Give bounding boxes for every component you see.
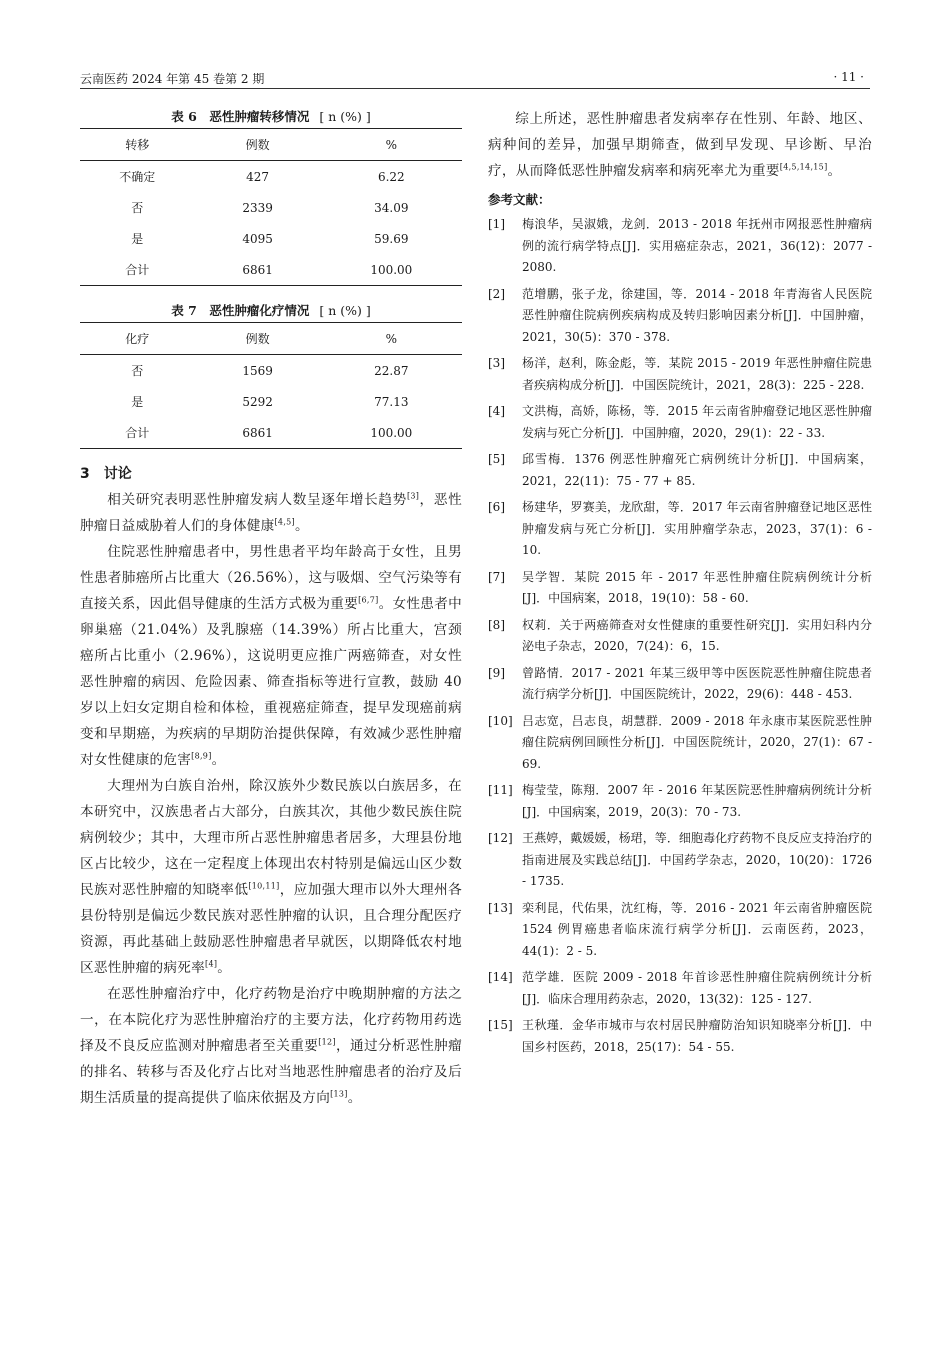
- conclusion-paragraph: [488, 106, 872, 184]
- table6-unit: [ n (%) ]: [319, 109, 371, 124]
- citation: [4]: [205, 959, 218, 969]
- reference-number: [15]: [488, 1018, 513, 1032]
- citation: [12]: [318, 1037, 336, 1047]
- paragraph-text: ，通过分析恶性肿瘤的排名、转移与否及化疗占比对当地恶性肿瘤患者的治疗及后期生活质量的提高提供了临床依据及方向: [80, 1038, 462, 1106]
- paragraph-text: 综上所述，恶性肿瘤患者发病率存在性别、年龄、地区、病种间的差异，加强早期筛查，做到早发现、早诊断、早治疗，从而降低恶性肿瘤发病率和病死率尤为重要: [488, 111, 872, 179]
- reference-item: [488, 449, 872, 492]
- table-cell: 4095: [242, 231, 273, 246]
- reference-number: [4]: [488, 404, 505, 418]
- citation: [10,11]: [248, 881, 280, 891]
- table-cell: 否: [131, 201, 144, 215]
- section-heading: 3 讨论: [80, 466, 132, 482]
- table-cell: 22.87: [374, 363, 409, 378]
- table7-caption: [80, 300, 462, 322]
- table-cell: 34.09: [374, 200, 409, 215]
- reference-number: [2]: [488, 286, 505, 301]
- reference-text: 权莉．关于两癌筛查对女性健康的重要性研究[J]．实用妇科内分泌电子杂志，2020，7(24)：6，15.: [522, 617, 872, 653]
- reference-number: [7]: [488, 569, 505, 584]
- paragraph-text: 。: [211, 752, 226, 768]
- reference-text: 梅莹莹，陈翔．2007 年 - 2016 年某医院恶性肿瘤病例统计分析[J]．中国病案，2019，20(3)：70 - 73.: [522, 783, 872, 819]
- table-cell: 100.00: [321, 417, 462, 449]
- table-row: [80, 161, 462, 193]
- paragraph-text: 。: [217, 960, 232, 976]
- column-header: 例数: [195, 129, 321, 161]
- table-row: [80, 355, 462, 387]
- discussion-paragraph: [80, 981, 462, 1111]
- paragraph-text: 。: [347, 1090, 362, 1106]
- reference-text: 曾路情．2017 - 2021 年某三级甲等中医医院恶性肿瘤住院患者流行病学分析[J]．中国医院统计，2022，29(6)：448 - 453.: [522, 665, 872, 701]
- paragraph-text: 。: [294, 518, 309, 534]
- reference-number: [8]: [488, 617, 505, 632]
- reference-number: [14]: [488, 970, 513, 984]
- reference-item: [488, 1015, 872, 1058]
- paragraph-text: 在恶性肿瘤治疗中，化疗药物是治疗中晚期肿瘤的方法之一，在本院化疗为恶性肿瘤治疗的主要方法，化疗药物用药选择及不良反应监测对肿瘤患者至关重要: [80, 986, 462, 1054]
- table-cell: 合计: [80, 417, 195, 449]
- table-row: [80, 386, 462, 417]
- table6-caption: [80, 106, 462, 128]
- reference-item: [488, 401, 872, 444]
- citation: [6,7]: [358, 595, 379, 605]
- discussion-paragraph: [80, 539, 462, 773]
- table-cell: 59.69: [374, 231, 409, 246]
- table-cell: 77.13: [374, 394, 409, 409]
- table7-unit: [ n (%) ]: [319, 303, 371, 318]
- paragraph-text: 相关研究表明恶性肿瘤发病人数呈逐年增长趋势: [107, 492, 407, 508]
- reference-item: [488, 780, 872, 823]
- column-header: 例数: [195, 323, 321, 355]
- table-cell: 是: [131, 395, 144, 409]
- paragraph-text: 住院恶性肿瘤患者中，男性患者平均年龄高于女性，且男性患者肺癌所占比重大（26.56%），这与吸烟、空气污染等有直接关系，因此倡导健康的生活方式极为重要: [80, 544, 462, 612]
- left-column: [80, 106, 462, 1111]
- right-column: [488, 106, 872, 1063]
- reference-number: [6]: [488, 500, 505, 514]
- table6: [80, 128, 462, 286]
- table-header-row: [80, 129, 462, 161]
- reference-text: 栾利昆，代佑果，沈红梅，等．2016 - 2021 年云南省肿瘤医院 1524 例胃癌患者临床流行病学分析[J]．云南医药，2023，44(1)：2 - 5.: [522, 900, 872, 958]
- reference-text: 梅浪华，吴淑娥，龙剑．2013 - 2018 年抚州市网报恶性肿瘤病例的流行病学特点[J]．实用癌症杂志，2021，36(12)：2077 - 2080.: [522, 217, 872, 274]
- reference-text: 杨建华，罗赛美，龙欣甜，等．2017 年云南省肿瘤登记地区恶性肿瘤发病与死亡分析[J]．实用肿瘤学杂志，2023，37(1)：6 - 10.: [522, 500, 872, 557]
- reference-item: [488, 567, 872, 610]
- table-cell: 6.22: [377, 169, 405, 184]
- paragraph-text: ，恶性肿瘤日益威胁着人们的身体健康: [80, 492, 462, 534]
- reference-text: 吴学智．某院 2015 年 - 2017 年恶性肿瘤住院病例统计分析[J]．中国病案，2018，19(10)：58 - 60.: [522, 569, 872, 605]
- citation: [4,5]: [274, 517, 295, 527]
- reference-text: 吕志宽，吕志良，胡慧群．2009 - 2018 年永康市某医院恶性肿瘤住院病例回顾性分析[J]．中国医院统计，2020，27(1)：67 - 69.: [522, 713, 872, 771]
- table7: [80, 322, 462, 449]
- table-row: [80, 223, 462, 254]
- reference-text: 范学雄．医院 2009 - 2018 年首诊恶性肿瘤住院病例统计分析[J]．临床合理用药杂志，2020，13(32)：125 - 127.: [522, 970, 872, 1006]
- reference-number: [12]: [488, 831, 513, 845]
- table-cell: 是: [131, 232, 144, 246]
- page-number: · 11 ·: [833, 70, 864, 84]
- citation: [4,5,14,15]: [779, 162, 828, 172]
- table-cell: 5292: [242, 394, 273, 409]
- column-header: %: [321, 129, 462, 161]
- table-cell: 不确定: [119, 170, 156, 184]
- reference-item: [488, 898, 872, 963]
- reference-number: [5]: [488, 452, 505, 466]
- reference-number: [13]: [488, 900, 513, 915]
- table-header-row: [80, 323, 462, 355]
- reference-item: [488, 497, 872, 562]
- reference-item: [488, 967, 872, 1010]
- table-row: [80, 254, 462, 286]
- table-cell: 1569: [242, 363, 273, 378]
- reference-item: [488, 711, 872, 776]
- table-row: [80, 192, 462, 223]
- column-header: 转移: [80, 129, 195, 161]
- reference-item: [488, 828, 872, 893]
- paragraph-text: ，应加强大理市以外大理州各县份特别是偏远少数民族对恶性肿瘤的认识，且合理分配医疗资源，再此基础上鼓励恶性肿瘤患者早就医，以期降低农村地区恶性肿瘤的病死率: [80, 882, 462, 976]
- table-cell: 100.00: [321, 254, 462, 286]
- reference-number: [1]: [488, 217, 505, 231]
- reference-number: [10]: [488, 713, 513, 728]
- reference-number: [9]: [488, 665, 505, 680]
- citation: [8,9]: [191, 751, 212, 761]
- discussion-paragraph: [80, 487, 462, 539]
- table-cell: 合计: [80, 254, 195, 286]
- table-cell: 2339: [242, 200, 273, 215]
- table-row: [80, 417, 462, 449]
- reference-item: [488, 284, 872, 349]
- reference-text: 文洪梅，高娇，陈杨，等．2015 年云南省肿瘤登记地区恶性肿瘤发病与死亡分析[J]．中国肿瘤，2020，29(1)：22 - 33.: [522, 404, 872, 440]
- paragraph-text: 。女性患者中卵巢癌（21.04%）及乳腺癌（14.39%）所占比重大，宫颈癌所占比重小（2.96%），这说明更应推广两癌筛查，对女性恶性肿瘤的病因、危险因素、筛查指标等进行宣教，鼓励 40 岁以上妇女定期自检和体检，重视癌症筛查，提早发现癌前病变和早期癌，为疾病的早期防治提供保障，有效减少恶性肿瘤对女性健康的危害: [80, 596, 462, 768]
- table-cell: 否: [131, 364, 144, 378]
- paragraph-text: 。: [827, 163, 842, 179]
- journal-header: 云南医药 2024 年第 45 卷第 2 期: [80, 72, 265, 86]
- reference-number: [11]: [488, 783, 513, 797]
- table-cell: 427: [246, 169, 270, 184]
- table-cell: 6861: [195, 254, 321, 286]
- reference-item: [488, 353, 872, 396]
- references-heading: 参考文献：: [488, 192, 551, 207]
- reference-text: 王秋瑾．金华市城市与农村居民肿瘤防治知识知晓率分析[J]．中国乡村医药，2018，25(17)：54 - 55.: [522, 1018, 872, 1054]
- table7-title: 表 7 恶性肿瘤化疗情况: [171, 303, 310, 318]
- reference-number: [3]: [488, 356, 505, 370]
- reference-text: 王燕婷，戴媛媛，杨珺，等．细胞毒化疗药物不良反应支持治疗的指南进展及实践总结[J]．中国药学杂志，2020，10(20)：1726 - 1735.: [522, 831, 872, 888]
- table-cell: 6861: [195, 417, 321, 449]
- reference-text: 杨洋，赵利，陈金彪，等．某院 2015 - 2019 年恶性肿瘤住院患者疾病构成分析[J]．中国医院统计，2021，28(3)：225 - 228.: [522, 356, 872, 392]
- header-rule: [80, 88, 870, 89]
- reference-item: [488, 663, 872, 706]
- citation: [3]: [406, 491, 420, 501]
- table6-title: 表 6 恶性肿瘤转移情况: [171, 109, 310, 124]
- discussion-paragraph: [80, 773, 462, 981]
- reference-item: [488, 615, 872, 658]
- reference-list: [488, 214, 872, 1058]
- reference-text: 范增鹏，张子龙，徐建国，等．2014 - 2018 年青海省人民医院恶性肿瘤住院病例疾病构成及转归影响因素分析[J]．中国肿瘤，2021，30(5)：370 - 378.: [522, 286, 872, 344]
- reference-item: [488, 214, 872, 279]
- paragraph-text: 大理州为白族自治州，除汉族外少数民族以白族居多，在本研究中，汉族患者占大部分，白族其次，其他少数民族住院病例较少；其中，大理市所占恶性肿瘤患者居多，大理县份地区占比较少，这在一定程度上体现出农村特别是偏远山区少数民族对恶性肿瘤的知晓率低: [80, 778, 462, 898]
- column-header: %: [321, 323, 462, 355]
- citation: [13]: [330, 1089, 348, 1099]
- column-header: 化疗: [80, 323, 195, 355]
- reference-text: 邱雪梅．1376 例恶性肿瘤死亡病例统计分析[J]．中国病案，2021，22(11)：75 - 77 + 85.: [522, 452, 872, 488]
